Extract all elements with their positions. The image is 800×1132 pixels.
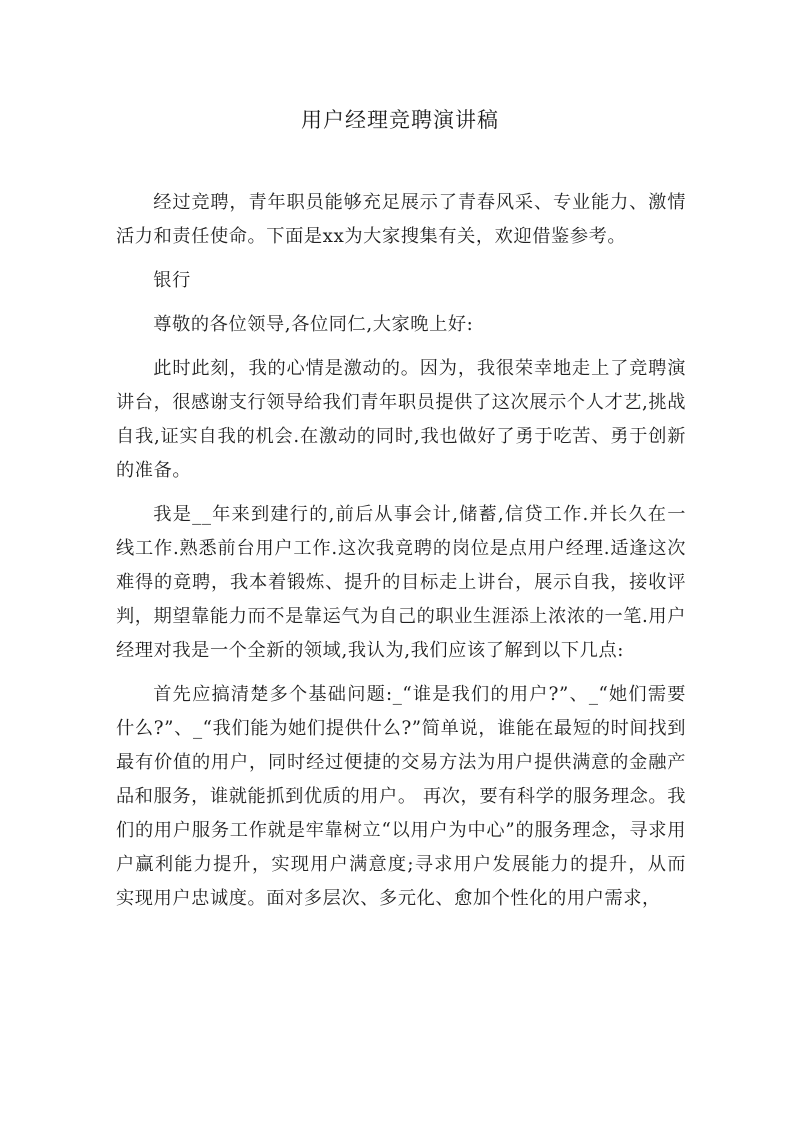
paragraph-greeting: 尊敬的各位领导,各位同仁,大家晚上好: <box>153 314 474 335</box>
paragraph-feeling: 此时此刻，我的心情是激动的。因为，我很荣幸地走上了竞聘演讲台，很感谢支行领导给我们青年职员提供了这次展示个人才艺,挑战自我,证实自我的机会.在激动的同时,我也做好了勇于吃苦、勇于创新的准备。 <box>116 358 687 481</box>
paragraph-bank: 银行 <box>153 270 191 291</box>
document-body <box>116 186 686 926</box>
paragraph-intro: 经过竞聘，青年职员能够充足展示了青春风采、专业能力、激情活力和责任使命。下面是xx为大家搜集有关，欢迎借鉴参考。 <box>116 192 686 247</box>
document-title: 用户经理竞聘演讲稿 <box>301 108 499 132</box>
paragraph-basics: 首先应搞清楚多个基础问题:_“谁是我们的用户?”、_“她们需要什么?”、_“我们能为她们提供什么?”简单说，谁能在最短的时间找到最有价值的用户，同时经过便捷的交易方法为用户提供满意的金融产品和服务，谁就能抓到优质的用户。 再次，要有科学的服务理念。我们的用户服务工作就是牢靠树立“以用户为中心”的服务理念，寻求用户赢利能力提升，实现用户满意度;寻求用户发展能力的提升，从而实现用户忠诚度。面对多层次、多元化、愈加个性化的用户需求， <box>116 684 687 909</box>
paragraph-background: 我是__年来到建行的,前后从事会计,储蓄,信贷工作.并长久在一线工作.熟悉前台用户工作.这次我竟聘的岗位是点用户经理.适逢这次难得的竟聘，我本着锻炼、提升的目标走上讲台，展示自我，接收评判，期望靠能力而不是靠运气为自己的职业生涯添上浓浓的一笔.用户经理对我是一个全新的领域,我认为,我们应该了解到以下几点: <box>116 504 687 661</box>
